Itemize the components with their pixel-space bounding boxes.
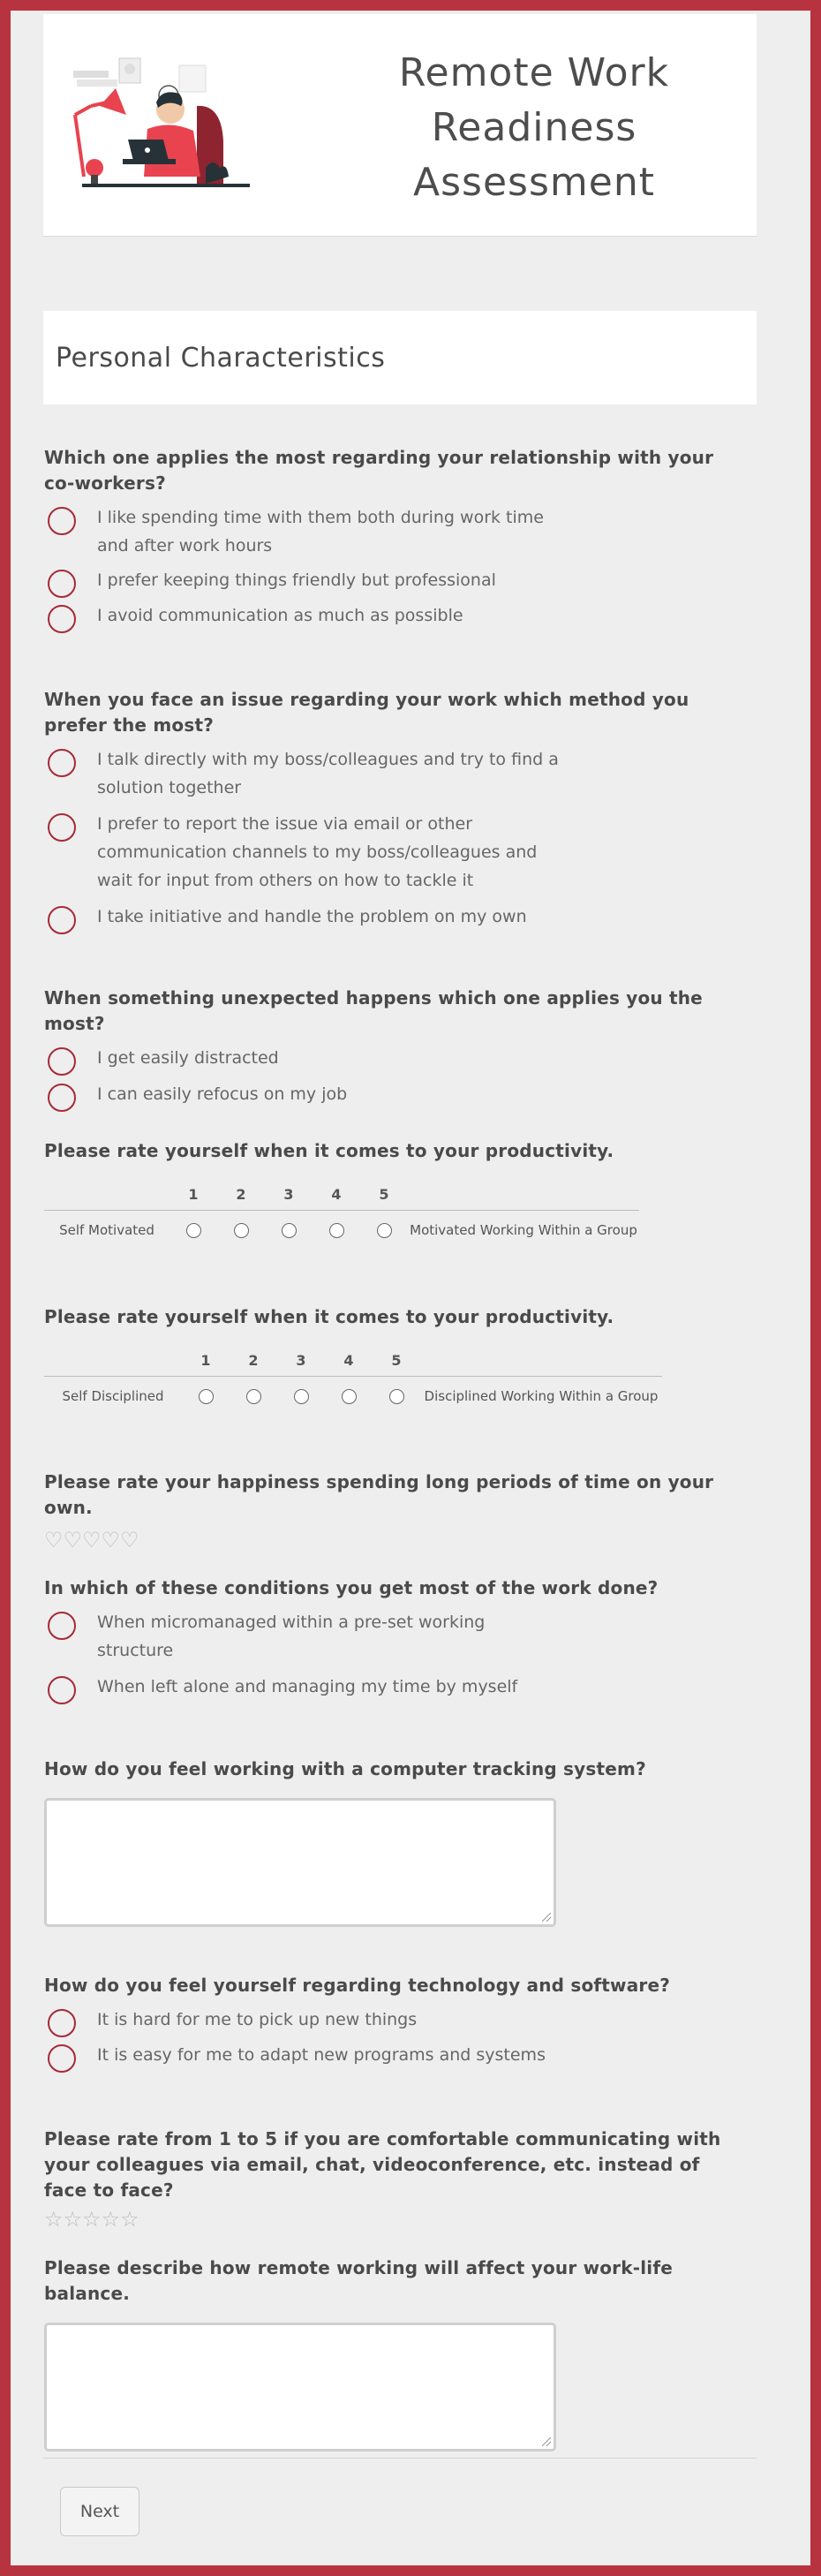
question-work-conditions: [44, 1575, 733, 1701]
scale-radio-5[interactable]: [377, 1223, 392, 1238]
heart-icon[interactable]: ♡: [101, 1528, 121, 1552]
work-life-balance-textarea[interactable]: [44, 2323, 556, 2451]
option-friendly-professional[interactable]: [44, 566, 733, 594]
scale-discipline: [44, 1346, 662, 1416]
question-communication-comfort: [44, 2127, 733, 2232]
radio-button[interactable]: [48, 1084, 76, 1112]
scale-label-3: 3: [283, 1186, 294, 1204]
heart-rating: [44, 1528, 733, 1552]
form-header: [43, 14, 757, 237]
scale-right-label: Disciplined Working Within a Group: [420, 1376, 662, 1416]
scale-label-1: 1: [200, 1352, 211, 1370]
tracking-system-textarea[interactable]: [44, 1798, 556, 1927]
next-button[interactable]: Next: [60, 2487, 139, 2536]
option-left-alone[interactable]: [44, 1673, 733, 1701]
scale-label-4: 4: [331, 1186, 342, 1204]
option-report-issue[interactable]: [44, 810, 574, 895]
section-header: [43, 311, 757, 404]
question-label: Please rate yourself when it comes to your productivity.: [44, 1306, 614, 1327]
scale-label-4: 4: [343, 1352, 354, 1370]
option-label: I prefer keeping things friendly but professional: [97, 570, 496, 590]
question-label: Please rate from 1 to 5 if you are comfortable communicating with your colleagues via email, chat, videoconference, etc. instead of face to face?: [44, 2128, 721, 2201]
scale-radio-3[interactable]: [282, 1223, 297, 1238]
scale-radio-1[interactable]: [186, 1223, 201, 1238]
option-distracted[interactable]: [44, 1044, 733, 1072]
question-label: In which of these conditions you get most of the work done?: [44, 1577, 659, 1598]
form-title: Remote Work Readiness Assessment: [398, 50, 670, 205]
question-label: How do you feel yourself regarding technology and software?: [44, 1975, 671, 1996]
scale-radio-4[interactable]: [329, 1223, 344, 1238]
scale-label-1: 1: [188, 1186, 199, 1204]
option-talk-directly[interactable]: [44, 745, 574, 802]
radio-button[interactable]: [48, 749, 76, 777]
star-icon[interactable]: ☆: [82, 2207, 102, 2232]
radio-button[interactable]: [48, 507, 76, 535]
option-label: When micromanaged within a pre-set working structure: [97, 1613, 486, 1660]
scale-label-2: 2: [248, 1352, 259, 1370]
question-work-issue: [44, 687, 733, 931]
radio-button[interactable]: [48, 2044, 76, 2073]
scale-radio-5[interactable]: [389, 1389, 404, 1404]
radio-button[interactable]: [48, 1047, 76, 1076]
star-icon[interactable]: ☆: [120, 2207, 139, 2232]
heart-icon[interactable]: ♡: [44, 1528, 64, 1552]
scale-label-5: 5: [379, 1186, 389, 1204]
heart-icon[interactable]: ♡: [120, 1528, 139, 1552]
option-avoid-communication[interactable]: [44, 601, 733, 630]
question-technology: [44, 1973, 733, 2069]
question-unexpected: [44, 986, 733, 1108]
question-label: Please rate yourself when it comes to your productivity.: [44, 1140, 614, 1161]
scale-radio-3[interactable]: [294, 1389, 309, 1404]
star-icon[interactable]: ☆: [101, 2207, 121, 2232]
scale-radio-2[interactable]: [234, 1223, 249, 1238]
option-hard-to-pick-up[interactable]: [44, 2006, 733, 2034]
radio-button[interactable]: [48, 813, 76, 842]
section-title: Personal Characteristics: [56, 343, 386, 374]
scale-right-label: Motivated Working Within a Group: [408, 1210, 639, 1250]
option-label: I take initiative and handle the problem on my own: [97, 907, 527, 926]
option-label: When left alone and managing my time by myself: [97, 1677, 518, 1696]
star-icon[interactable]: ☆: [63, 2207, 83, 2232]
radio-button[interactable]: [48, 605, 76, 633]
option-label: It is easy for me to adapt new programs and systems: [97, 2045, 546, 2065]
footer-divider: [43, 2458, 757, 2459]
resize-handle-icon[interactable]: [542, 1913, 551, 1922]
scale-label-2: 2: [236, 1186, 246, 1204]
option-refocus[interactable]: [44, 1080, 733, 1108]
option-easy-to-adapt[interactable]: [44, 2041, 733, 2069]
star-rating: [44, 2207, 733, 2232]
question-label: Which one applies the most regarding your relationship with your co-workers?: [44, 447, 714, 494]
option-micromanaged[interactable]: [44, 1608, 539, 1665]
scale-radio-4[interactable]: [342, 1389, 357, 1404]
question-productivity-motivation: [44, 1138, 733, 1164]
radio-button[interactable]: [48, 1676, 76, 1704]
option-label: I avoid communication as much as possible: [97, 606, 463, 625]
question-label: How do you feel working with a computer tracking system?: [44, 1758, 646, 1779]
question-label: Please rate your happiness spending long periods of time on your own.: [44, 1471, 714, 1518]
radio-button[interactable]: [48, 906, 76, 934]
option-label: I prefer to report the issue via email or other communication channels to my boss/colleagues and wait for input from others on how to tackle it: [97, 814, 538, 890]
scale-label-3: 3: [296, 1352, 306, 1370]
question-coworkers: [44, 445, 733, 630]
heart-icon[interactable]: ♡: [82, 1528, 102, 1552]
radio-button[interactable]: [48, 2009, 76, 2037]
question-happiness-alone: [44, 1469, 733, 1552]
option-label: It is hard for me to pick up new things: [97, 2010, 418, 2029]
question-label: When you face an issue regarding your work which method you prefer the most?: [44, 689, 689, 736]
scale-left-label: Self Disciplined: [44, 1376, 182, 1416]
option-label: I like spending time with them both during work time and after work hours: [97, 508, 544, 555]
option-take-initiative[interactable]: [44, 903, 733, 931]
resize-handle-icon[interactable]: [542, 2437, 551, 2446]
question-work-life-balance: [44, 2255, 733, 2451]
question-productivity-discipline: [44, 1304, 733, 1330]
option-label: I get easily distracted: [97, 1048, 279, 1068]
scale-label-5: 5: [391, 1352, 402, 1370]
star-icon[interactable]: ☆: [44, 2207, 64, 2232]
question-tracking-system: [44, 1756, 733, 1927]
scale-radio-2[interactable]: [246, 1389, 261, 1404]
heart-icon[interactable]: ♡: [63, 1528, 83, 1552]
radio-button[interactable]: [48, 1612, 76, 1640]
scale-radio-1[interactable]: [199, 1389, 214, 1404]
question-label: Please describe how remote working will affect your work-life balance.: [44, 2257, 674, 2304]
radio-button[interactable]: [48, 570, 76, 598]
remote-worker-illustration: [64, 53, 259, 203]
option-spending-time[interactable]: [44, 503, 574, 560]
option-label: I talk directly with my boss/colleagues and try to find a solution together: [97, 750, 559, 797]
question-label: When something unexpected happens which one applies you the most?: [44, 987, 703, 1034]
scale-motivation: [44, 1180, 639, 1250]
option-label: I can easily refocus on my job: [97, 1084, 348, 1104]
scale-left-label: Self Motivated: [44, 1210, 169, 1250]
